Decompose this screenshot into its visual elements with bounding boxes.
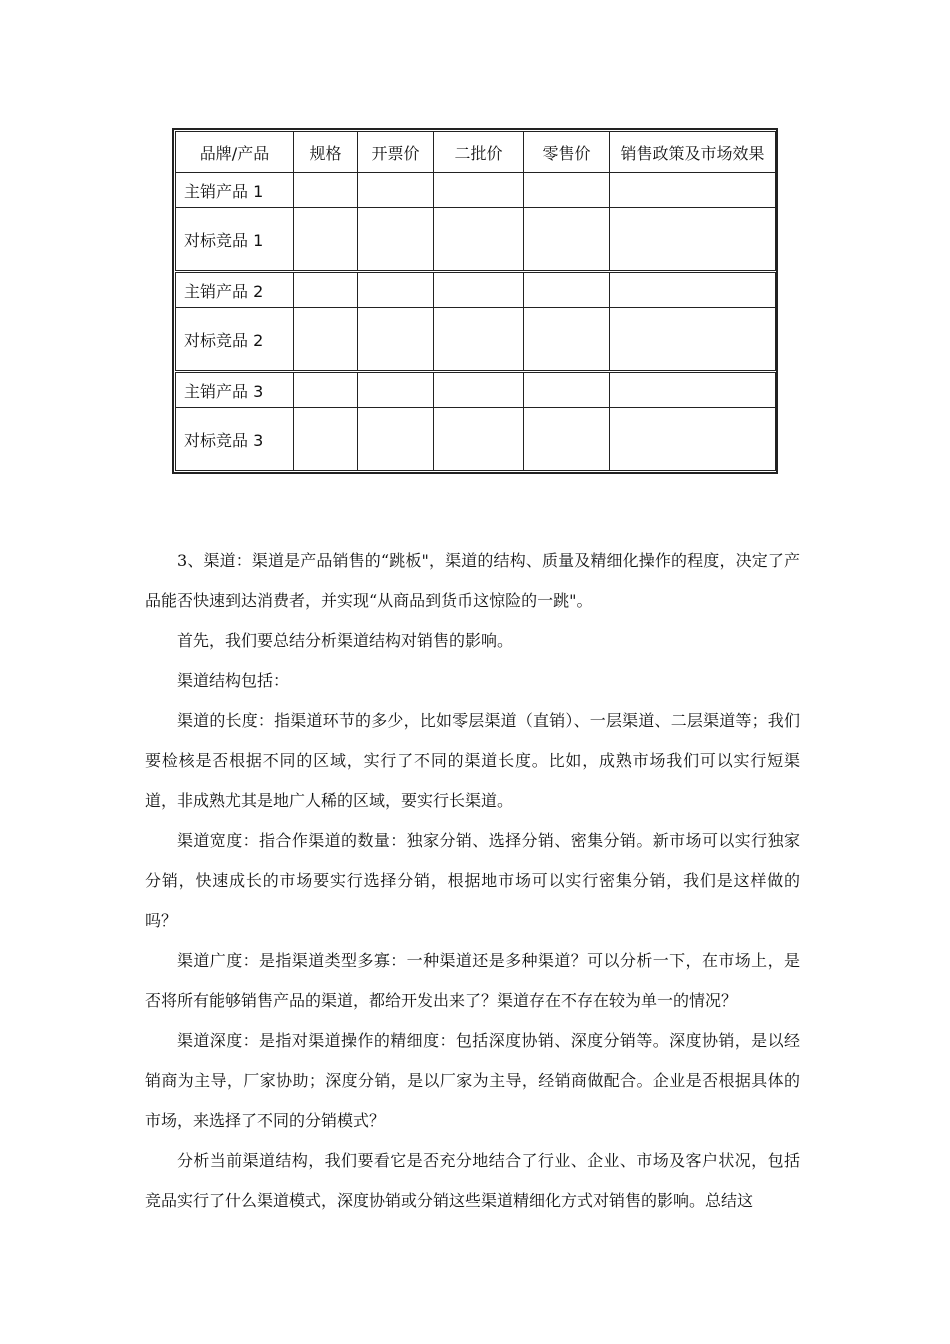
row-label: 对标竞品 3 (176, 408, 294, 471)
table-cell[interactable] (524, 408, 610, 471)
table-cell[interactable] (610, 308, 776, 372)
row-label: 主销产品 3 (176, 372, 294, 408)
row-label: 主销产品 2 (176, 272, 294, 308)
paragraph-channel-depth: 渠道深度：是指对渠道操作的精细度：包括深度协销、深度分销等。深度协销，是以经销商为主导，厂家协助；深度分销，是以厂家为主导，经销商做配合。企业是否根据具体的市场，来选择了不同的分销模式？ (145, 1031, 800, 1130)
table-cell[interactable] (358, 272, 434, 308)
table-cell[interactable] (294, 408, 358, 471)
table-row (176, 372, 776, 408)
table-row (176, 208, 776, 272)
paragraph-structure-includes: 渠道结构包括： (177, 671, 290, 690)
table-row (176, 308, 776, 372)
header-spec: 规格 (294, 132, 358, 173)
table-cell[interactable] (524, 372, 610, 408)
body-text (145, 541, 800, 1221)
paragraph-first-analysis: 首先，我们要总结分析渠道结构对销售的影响。 (177, 631, 514, 650)
paragraph-channel-width: 渠道宽度：指合作渠道的数量：独家分销、选择分销、密集分销。新市场可以实行独家分销，快速成长的市场要实行选择分销，根据地市场可以实行密集分销，我们是这样做的吗？ (145, 831, 800, 930)
row-label: 对标竞品 1 (176, 208, 294, 272)
table-cell[interactable] (358, 208, 434, 272)
table-row (176, 408, 776, 471)
row-label: 主销产品 1 (176, 173, 294, 208)
header-wholesale-price: 二批价 (434, 132, 524, 173)
table-cell[interactable] (610, 173, 776, 208)
product-comparison-table-frame (172, 128, 778, 474)
table-cell[interactable] (294, 272, 358, 308)
table-row (176, 272, 776, 308)
paragraph-channel-intro: 3、渠道：渠道是产品销售的“跳板"，渠道的结构、质量及精细化操作的程度，决定了产品能否快速到达消费者，并实现“从商品到货币这惊险的一跳"。 (145, 551, 800, 610)
paragraph-structure-analysis: 分析当前渠道结构，我们要看它是否充分地结合了行业、企业、市场及客户状况，包括竞品实行了什么渠道模式，深度协销或分销这些渠道精细化方式对销售的影响。总结这 (145, 1151, 800, 1210)
table-cell[interactable] (610, 408, 776, 471)
table-cell[interactable] (434, 173, 524, 208)
table-cell[interactable] (524, 208, 610, 272)
table-cell[interactable] (294, 308, 358, 372)
table-cell[interactable] (434, 408, 524, 471)
table-cell[interactable] (358, 173, 434, 208)
table-cell[interactable] (358, 372, 434, 408)
table-cell[interactable] (294, 173, 358, 208)
table-cell[interactable] (358, 408, 434, 471)
table-header-row (176, 132, 776, 173)
table-cell[interactable] (610, 272, 776, 308)
table-cell[interactable] (434, 208, 524, 272)
table-cell[interactable] (524, 272, 610, 308)
header-retail-price: 零售价 (524, 132, 610, 173)
header-invoice-price: 开票价 (358, 132, 434, 173)
table-cell[interactable] (434, 272, 524, 308)
header-sales-policy: 销售政策及市场效果 (610, 132, 776, 173)
table-cell[interactable] (434, 372, 524, 408)
table-cell[interactable] (434, 308, 524, 372)
table-cell[interactable] (610, 372, 776, 408)
table-cell[interactable] (358, 308, 434, 372)
header-brand-product: 品牌/产品 (176, 132, 294, 173)
table-cell[interactable] (294, 208, 358, 272)
product-comparison-table (175, 131, 776, 471)
paragraph-channel-breadth: 渠道广度：是指渠道类型多寡：一种渠道还是多种渠道？可以分析一下，在市场上，是否将所有能够销售产品的渠道，都给开发出来了？渠道存在不存在较为单一的情况？ (145, 951, 800, 1010)
table-cell[interactable] (294, 372, 358, 408)
table-cell[interactable] (610, 208, 776, 272)
table-cell[interactable] (524, 173, 610, 208)
table-cell[interactable] (524, 308, 610, 372)
table-row (176, 173, 776, 208)
paragraph-channel-length: 渠道的长度：指渠道环节的多少，比如零层渠道（直销）、一层渠道、二层渠道等；我们要检核是否根据不同的区域，实行了不同的渠道长度。比如，成熟市场我们可以实行短渠道，非成熟尤其是地广人稀的区域，要实行长渠道。 (145, 711, 800, 810)
row-label: 对标竞品 2 (176, 308, 294, 372)
